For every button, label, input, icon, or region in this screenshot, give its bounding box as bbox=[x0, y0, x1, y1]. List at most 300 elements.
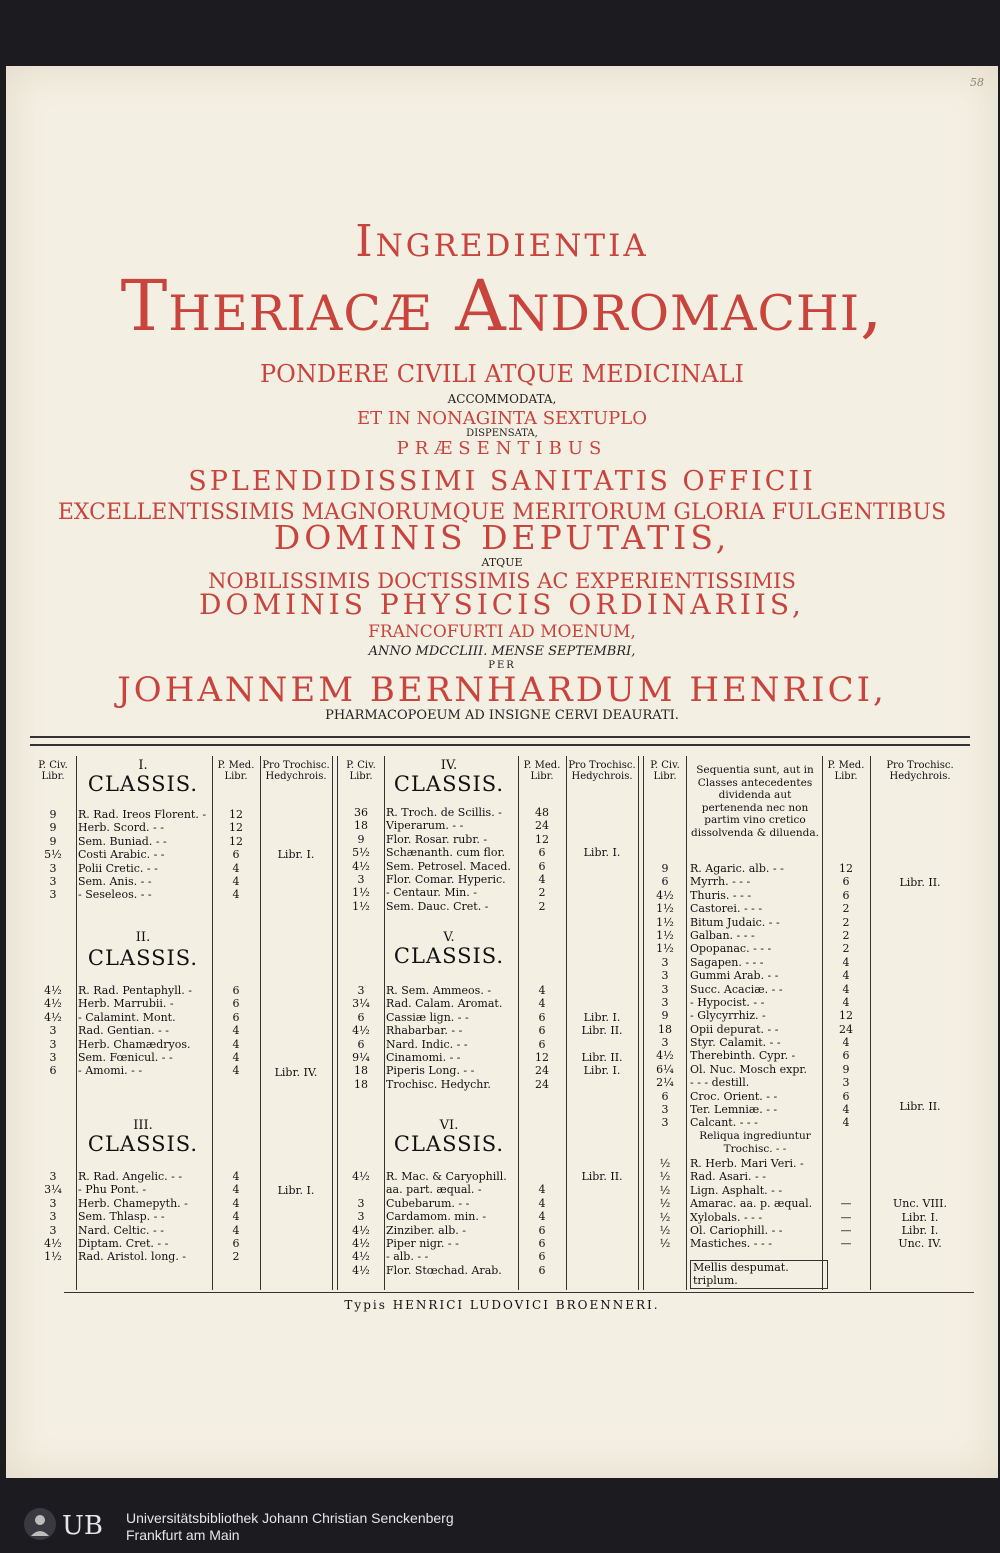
title-dominis-deputatis: DOMINIS DEPUTATIS, bbox=[273, 518, 731, 557]
list-item: - Glycyrrhiz. - bbox=[690, 1009, 766, 1023]
list-item: 4 bbox=[232, 1196, 240, 1210]
list-item: Thuris. - - - bbox=[690, 888, 752, 902]
class-2-roman: II. bbox=[135, 930, 151, 945]
list-item: 6 bbox=[842, 1089, 850, 1103]
list-item: R. Troch. de Scillis. - bbox=[386, 806, 502, 819]
list-item: Flor. Rosar. rubr. - bbox=[386, 832, 488, 846]
document-page bbox=[6, 66, 998, 1478]
list-item: ½ bbox=[659, 1197, 671, 1211]
list-item: 6 bbox=[538, 859, 546, 873]
list-item: Flor. Stœchad. Arab. bbox=[386, 1263, 502, 1277]
list-item: 6 bbox=[538, 1010, 546, 1024]
list-item: ½ bbox=[659, 1210, 671, 1224]
list-item bbox=[566, 1078, 638, 1091]
title-excellentissimis: EXCELLENTISSIMIS MAGNORUMQUE MERITORUM GLORIA FULGENTIBUS bbox=[57, 500, 947, 525]
list-item: R. Herb. Mari Veri. - bbox=[690, 1157, 804, 1170]
list-item: Libr. I. bbox=[583, 1010, 621, 1024]
list-item: Styr. Calamit. - - bbox=[690, 1036, 781, 1050]
list-item: 4½ bbox=[352, 1263, 370, 1277]
title-pharmacopoeum: PHARMACOPOEUM AD INSIGNE CERVI DEAURATI. bbox=[325, 708, 679, 723]
list-item: 24 bbox=[535, 1064, 549, 1078]
list-item: Rad. Calam. Aromat. bbox=[386, 997, 503, 1011]
title-anno: ANNO MDCCLIII. MENSE SEPTEMBRI, bbox=[368, 644, 636, 659]
list-item: 5½ bbox=[44, 848, 62, 862]
list-item: 12 bbox=[535, 1050, 549, 1064]
group-1-troch-2: Libr. II. bbox=[899, 1100, 941, 1113]
list-item: — bbox=[840, 1237, 852, 1251]
list-item bbox=[566, 1038, 638, 1051]
list-item: Flor. Comar. Hyperic. bbox=[386, 872, 506, 886]
list-item: Amarac. aa. p. æqual. bbox=[690, 1197, 813, 1211]
list-item: 3 bbox=[661, 982, 669, 996]
list-item: 6 bbox=[357, 1037, 365, 1051]
list-item: Piper nigr. - - bbox=[386, 1236, 459, 1250]
list-item bbox=[566, 997, 638, 1010]
list-item: 1½ bbox=[656, 902, 674, 916]
class-3-items bbox=[78, 1170, 212, 1264]
list-item bbox=[870, 1170, 970, 1183]
list-item: 4½ bbox=[352, 1250, 370, 1264]
list-item bbox=[870, 1157, 970, 1170]
list-item: 1½ bbox=[656, 928, 674, 942]
header-troch-2: Pro Trochisc. Hedychrois. bbox=[568, 760, 636, 782]
title-praesentibus: PRÆSENTIBUS bbox=[396, 438, 608, 459]
list-item: 9 bbox=[49, 821, 57, 835]
list-item: Libr. II. bbox=[581, 1050, 623, 1064]
list-item: 3 bbox=[842, 1076, 850, 1090]
list-item: 6 bbox=[538, 1037, 546, 1051]
class-1-roman: I. bbox=[138, 758, 148, 773]
class-5-items bbox=[386, 984, 518, 1091]
list-item: Gummi Arab. - - bbox=[690, 969, 779, 983]
list-item: 3 bbox=[49, 861, 57, 875]
group-2-items bbox=[690, 1103, 822, 1130]
list-item: Opopanac. - - - bbox=[690, 942, 772, 956]
list-item: Nard. Indic. - - bbox=[386, 1037, 468, 1051]
group-3-civ bbox=[644, 1157, 686, 1251]
class-1-troch: Libr. I. bbox=[277, 848, 315, 861]
class-2-civ bbox=[30, 984, 76, 1078]
group-3-items bbox=[690, 1157, 822, 1251]
header-pmed-1: P. Med. Libr. bbox=[217, 760, 255, 782]
title-ingredientia: Ingredientia bbox=[355, 216, 649, 267]
list-item: 6 bbox=[661, 1089, 669, 1103]
list-item: 4 bbox=[232, 1050, 240, 1064]
list-item: 2¼ bbox=[656, 1076, 674, 1090]
list-item: 9 bbox=[661, 862, 669, 875]
list-item: Herb. Marrubii. - bbox=[78, 997, 174, 1011]
list-item: Sem. Petrosel. Maced. bbox=[386, 859, 511, 873]
list-item bbox=[822, 1170, 870, 1183]
list-item: Polii Cretic. - - bbox=[78, 861, 158, 875]
bottom-rule bbox=[64, 1292, 974, 1293]
list-item: Sem. Anis. - - bbox=[78, 874, 152, 888]
header-troch-1: Pro Trochisc. Hedychrois. bbox=[262, 760, 330, 782]
list-item: ½ bbox=[659, 1157, 671, 1170]
title-atque: ATQUE bbox=[481, 556, 523, 569]
list-item: 4 bbox=[232, 1183, 240, 1197]
list-item: 6 bbox=[232, 984, 240, 997]
list-item: ½ bbox=[659, 1183, 671, 1197]
list-item: Libr. I. bbox=[901, 1223, 939, 1237]
list-item: 4 bbox=[842, 982, 850, 996]
list-item: 4 bbox=[538, 1196, 546, 1210]
class-4-roman: IV. bbox=[440, 758, 458, 773]
group-3-med bbox=[822, 1157, 870, 1251]
header-pciv-2: P. Civ. Libr. bbox=[346, 760, 376, 782]
ub-logo-icon bbox=[22, 1506, 114, 1542]
list-item: 4 bbox=[538, 1210, 546, 1224]
list-item: Ol. Cariophill. - - bbox=[690, 1223, 783, 1237]
list-item: 9 bbox=[357, 832, 365, 846]
list-item: Rad. Gentian. - - bbox=[78, 1024, 170, 1038]
list-item: 2 bbox=[842, 915, 850, 929]
list-item: 18 bbox=[354, 1064, 368, 1078]
list-item: Rad. Aristol. long. - bbox=[78, 1250, 187, 1264]
list-item: 3 bbox=[49, 888, 57, 902]
list-item: Schænanth. cum flor. bbox=[386, 846, 506, 860]
list-item: Herb. Chamepyth. - bbox=[78, 1196, 188, 1210]
divider bbox=[76, 756, 77, 1290]
list-item: 9 bbox=[842, 1062, 850, 1076]
list-item: 12 bbox=[229, 834, 243, 848]
class-5-civ bbox=[338, 984, 384, 1091]
title-pondere: PONDERE CIVILI ATQUE MEDICINALI bbox=[260, 360, 744, 388]
class-1-civ bbox=[30, 808, 76, 902]
class-6-label: CLASSIS. bbox=[393, 1132, 505, 1156]
list-item: 3 bbox=[49, 1037, 57, 1051]
ornamental-rule bbox=[30, 736, 970, 746]
list-item: 4 bbox=[232, 1170, 240, 1183]
list-item: R. Sem. Ammeos. - bbox=[386, 984, 492, 997]
list-item: Lign. Asphalt. - - bbox=[690, 1183, 783, 1197]
class-6-troch: Libr. II. bbox=[581, 1170, 623, 1183]
list-item: - Hypocist. - - bbox=[690, 995, 765, 1009]
list-item: - Seseleos. - - bbox=[78, 888, 152, 902]
list-item: 1½ bbox=[656, 915, 674, 929]
list-item: 48 bbox=[535, 806, 549, 819]
list-item: Diptam. Cret. - - bbox=[78, 1236, 169, 1250]
list-item: 2 bbox=[842, 942, 850, 956]
list-item: Herb. Scord. - - bbox=[78, 821, 164, 835]
list-item: Therebinth. Cypr. - bbox=[690, 1049, 796, 1063]
header-pciv-1: P. Civ. Libr. bbox=[38, 760, 68, 782]
list-item: 4 bbox=[842, 969, 850, 983]
list-item: Trochisc. Hedychr. bbox=[386, 1077, 491, 1091]
list-item: — bbox=[840, 1223, 852, 1237]
list-item: 24 bbox=[535, 819, 549, 833]
group-1-troch-1: Libr. II. bbox=[899, 876, 941, 889]
list-item: Cardamom. min. - bbox=[386, 1210, 487, 1224]
list-item: Mastiches. - - - bbox=[690, 1237, 772, 1251]
list-item: 4 bbox=[842, 1036, 850, 1050]
list-item: 6 bbox=[661, 875, 669, 889]
class-2-label: CLASSIS. bbox=[87, 946, 199, 970]
list-item: 2 bbox=[538, 886, 546, 900]
list-item: 3 bbox=[661, 995, 669, 1009]
list-item: 3 bbox=[49, 1196, 57, 1210]
list-item: Unc. VIII. bbox=[893, 1197, 947, 1211]
list-item: 4½ bbox=[44, 1010, 62, 1024]
group-1-med bbox=[822, 862, 870, 1103]
list-item: - Phu Pont. - bbox=[78, 1183, 147, 1197]
list-item: 3 bbox=[49, 1050, 57, 1064]
list-item: 3 bbox=[357, 1210, 365, 1224]
list-item: Ol. Nuc. Mosch expr. bbox=[690, 1062, 807, 1076]
list-item: - Calamint. Mont. bbox=[78, 1010, 176, 1024]
class-4-civ bbox=[338, 806, 384, 913]
title-per: PER bbox=[488, 660, 516, 671]
list-item: 6 bbox=[232, 1236, 240, 1250]
list-item: Libr. I. bbox=[583, 1064, 621, 1078]
list-item: 12 bbox=[839, 1009, 853, 1023]
list-item: 4 bbox=[538, 872, 546, 886]
list-item: Sagapen. - - - bbox=[690, 955, 764, 969]
list-item: 4 bbox=[232, 874, 240, 888]
list-item: Rad. Asari. - - bbox=[690, 1170, 766, 1184]
list-item bbox=[870, 1184, 970, 1197]
list-item: 5½ bbox=[352, 846, 370, 860]
header-troch-3: Pro Trochisc. Hedychrois. bbox=[886, 760, 954, 782]
list-item: 2 bbox=[538, 899, 546, 913]
class-3-civ bbox=[30, 1170, 76, 1264]
list-item: aa. part. æqual. - bbox=[386, 1183, 482, 1197]
library-name: Universitätsbibliothek Johann Christian Senckenberg bbox=[126, 1510, 454, 1526]
list-item: Zinziber. alb. - bbox=[386, 1223, 466, 1237]
page-number: 58 bbox=[970, 76, 984, 89]
list-item: 24 bbox=[839, 1022, 853, 1036]
list-item: 4½ bbox=[352, 1236, 370, 1250]
list-item: 12 bbox=[535, 832, 549, 846]
class-6-civ bbox=[338, 1170, 384, 1277]
class-4-troch: Libr. I. bbox=[583, 846, 621, 859]
class-4-med bbox=[518, 806, 566, 913]
class-5-label: CLASSIS. bbox=[393, 944, 505, 968]
list-item: 6 bbox=[538, 1024, 546, 1038]
library-footer bbox=[0, 1496, 1000, 1553]
list-item: Unc. IV. bbox=[898, 1237, 942, 1251]
list-item: 3 bbox=[49, 1170, 57, 1183]
list-item: 4½ bbox=[656, 1049, 674, 1063]
divider bbox=[384, 756, 385, 1290]
list-item: 4 bbox=[232, 1024, 240, 1038]
list-item: 4½ bbox=[352, 1024, 370, 1038]
list-item: Sem. Dauc. Cret. - bbox=[386, 899, 489, 913]
list-item: 4 bbox=[538, 1183, 546, 1197]
list-item: 9¼ bbox=[352, 1050, 370, 1064]
list-item: Rhabarbar. - - bbox=[386, 1024, 463, 1038]
list-item: 6 bbox=[232, 997, 240, 1011]
class-6-items bbox=[386, 1170, 518, 1277]
list-item: 6¼ bbox=[656, 1062, 674, 1076]
list-item bbox=[822, 1157, 870, 1170]
list-item: 18 bbox=[354, 1077, 368, 1091]
logo-text: UB bbox=[62, 1511, 104, 1541]
list-item: - - - destill. bbox=[690, 1076, 750, 1090]
list-item: 3¼ bbox=[44, 1183, 62, 1197]
list-item: Cassiæ lign. - - bbox=[386, 1010, 469, 1024]
list-item: ½ bbox=[659, 1237, 671, 1251]
divider bbox=[260, 756, 261, 1290]
list-item: 6 bbox=[357, 1010, 365, 1024]
list-item: 3 bbox=[49, 1223, 57, 1237]
list-item: 6 bbox=[538, 846, 546, 860]
group-2-civ bbox=[644, 1103, 686, 1130]
list-item: 4½ bbox=[44, 984, 62, 997]
list-item: — bbox=[840, 1197, 852, 1211]
class-2-troch: Libr. IV. bbox=[274, 1066, 318, 1079]
list-item: R. Agaric. alb. - - bbox=[690, 862, 784, 875]
class-3-label: CLASSIS. bbox=[87, 1132, 199, 1156]
group-3-troch bbox=[870, 1157, 970, 1251]
list-item: 3 bbox=[49, 1210, 57, 1224]
list-item: ½ bbox=[659, 1223, 671, 1237]
list-item: R. Rad. Ireos Florent. - bbox=[78, 808, 207, 821]
list-item: Sem. Fœnicul. - - bbox=[78, 1050, 173, 1064]
list-item: 4 bbox=[232, 1037, 240, 1051]
list-item: 3 bbox=[357, 1196, 365, 1210]
list-item: 36 bbox=[354, 806, 368, 819]
header-pciv-3: P. Civ. Libr. bbox=[650, 760, 680, 782]
title-nonaginta: ET IN NONAGINTA SEXTUPLO bbox=[357, 408, 647, 429]
list-item: Piperis Long. - - bbox=[386, 1064, 475, 1078]
class-1-med bbox=[212, 808, 260, 902]
list-item: R. Rad. Pentaphyll. - bbox=[78, 984, 192, 997]
header-pmed-2: P. Med. Libr. bbox=[523, 760, 561, 782]
list-item: ½ bbox=[659, 1170, 671, 1184]
list-item: 6 bbox=[842, 888, 850, 902]
list-item: 12 bbox=[839, 862, 853, 875]
title-francofurti: FRANCOFURTI AD MOENUM, bbox=[368, 622, 636, 642]
title-johannem: JOHANNEM BERNHARDUM HENRICI, bbox=[117, 670, 887, 710]
list-item: — bbox=[840, 1210, 852, 1224]
list-item: 4 bbox=[842, 1103, 850, 1116]
class-2-med bbox=[212, 984, 260, 1078]
list-item: 4 bbox=[842, 995, 850, 1009]
list-item: R. Mac. & Caryophill. bbox=[386, 1170, 507, 1183]
list-item: 18 bbox=[658, 1022, 672, 1036]
list-item: 6 bbox=[538, 1263, 546, 1277]
title-accommodata: ACCOMMODATA, bbox=[447, 392, 557, 406]
list-item: 4 bbox=[232, 1064, 240, 1078]
title-dispensata: DISPENSATA, bbox=[466, 428, 538, 439]
list-item: 18 bbox=[354, 819, 368, 833]
class-1-label: CLASSIS. bbox=[87, 772, 199, 796]
sequentia-note: Sequentia sunt, aut in Classes antecedentes dividenda aut pertenenda nec non partim vino cretico dissolvenda & diluenda. bbox=[691, 764, 819, 839]
list-item: Libr. II. bbox=[581, 1024, 623, 1038]
list-item: Cinamomi. - - bbox=[386, 1050, 461, 1064]
list-item: Calcant. - - - bbox=[690, 1116, 758, 1130]
list-item: 3 bbox=[661, 1103, 669, 1116]
typis-imprint: Typis HENRICI LUDOVICI BROENNERI. bbox=[344, 1298, 660, 1312]
list-item: 4½ bbox=[44, 1236, 62, 1250]
list-item: Costi Arabic. - - bbox=[78, 848, 165, 862]
class-4-items bbox=[386, 806, 518, 913]
list-item: 1½ bbox=[352, 899, 370, 913]
list-item: 4½ bbox=[44, 997, 62, 1011]
list-item: Xylobals. - - - bbox=[690, 1210, 763, 1224]
list-item: 12 bbox=[229, 821, 243, 835]
list-item: 1½ bbox=[44, 1250, 62, 1264]
class-1-items bbox=[78, 808, 212, 902]
list-item: 9 bbox=[49, 834, 57, 848]
list-item: - Centaur. Min. - bbox=[386, 886, 477, 900]
list-item: Cubebarum. - - bbox=[386, 1196, 470, 1210]
list-item: 6 bbox=[842, 1049, 850, 1063]
list-item: Sem. Thlasp. - - bbox=[78, 1210, 165, 1224]
list-item: Castorei. - - - bbox=[690, 902, 763, 916]
list-item: 4 bbox=[232, 1210, 240, 1224]
list-item bbox=[518, 1170, 566, 1183]
list-item bbox=[566, 984, 638, 997]
list-item: 3 bbox=[661, 1036, 669, 1050]
list-item: 4½ bbox=[656, 888, 674, 902]
list-item: 4½ bbox=[352, 859, 370, 873]
list-item: 6 bbox=[49, 1064, 57, 1078]
list-item: 6 bbox=[232, 1010, 240, 1024]
list-item: 4 bbox=[232, 861, 240, 875]
list-item: Galban. - - - bbox=[690, 928, 755, 942]
list-item: Bitum Judaic. - - bbox=[690, 915, 780, 929]
list-item: Viperarum. - - bbox=[386, 819, 464, 833]
reliqua-note: Reliqua ingrediuntur Trochisc. - - bbox=[699, 1130, 811, 1155]
group-2-med bbox=[822, 1103, 870, 1130]
list-item bbox=[338, 1183, 384, 1196]
title-splendidissimi: SPLENDIDISSIMI SANITATIS OFFICII bbox=[188, 466, 816, 497]
list-item: 3 bbox=[357, 984, 365, 997]
title-nobilissimis: NOBILISSIMIS DOCTISSIMIS AC EXPERIENTISSIMIS bbox=[208, 569, 796, 593]
list-item: Libr. I. bbox=[901, 1210, 939, 1224]
list-item: 9 bbox=[49, 808, 57, 821]
header-pmed-3: P. Med. Libr. bbox=[827, 760, 865, 782]
list-item: 4 bbox=[842, 955, 850, 969]
list-item: 2 bbox=[842, 902, 850, 916]
list-item: Succ. Acaciæ. - - bbox=[690, 982, 783, 996]
list-item: 9 bbox=[661, 1009, 669, 1023]
list-item: Opii depurat. - - bbox=[690, 1022, 779, 1036]
list-item: 3 bbox=[661, 1116, 669, 1130]
list-item: 2 bbox=[232, 1250, 240, 1264]
list-item: 6 bbox=[538, 1250, 546, 1264]
list-item: Nard. Celtic. - - bbox=[78, 1223, 164, 1237]
class-3-med bbox=[212, 1170, 260, 1264]
list-item: 4 bbox=[538, 984, 546, 997]
list-item: 6 bbox=[538, 1223, 546, 1237]
list-item: 3 bbox=[357, 872, 365, 886]
class-6-roman: VI. bbox=[439, 1118, 459, 1133]
class-5-roman: V. bbox=[443, 930, 455, 945]
list-item: 6 bbox=[232, 848, 240, 862]
list-item: 3 bbox=[661, 955, 669, 969]
title-dominis-physicis: DOMINIS PHYSICIS ORDINARIIS, bbox=[199, 588, 805, 621]
list-item: Ter. Lemniæ. - - bbox=[690, 1103, 778, 1116]
class-3-troch: Libr. I. bbox=[277, 1184, 315, 1197]
list-item: 3 bbox=[661, 969, 669, 983]
list-item: 3 bbox=[49, 874, 57, 888]
list-item: Sem. Buniad. - - bbox=[78, 834, 167, 848]
list-item: 1½ bbox=[656, 942, 674, 956]
list-item: 4 bbox=[232, 1223, 240, 1237]
class-2-items bbox=[78, 984, 212, 1078]
list-item: 4 bbox=[842, 1116, 850, 1130]
list-item: - Amomi. - - bbox=[78, 1064, 143, 1078]
class-5-troch bbox=[566, 984, 638, 1091]
class-6-med bbox=[518, 1170, 566, 1277]
divider bbox=[686, 756, 687, 1290]
list-item: - alb. - - bbox=[386, 1250, 429, 1264]
class-5-med bbox=[518, 984, 566, 1091]
mellis-note: Mellis despumat. triplum. bbox=[690, 1260, 828, 1289]
